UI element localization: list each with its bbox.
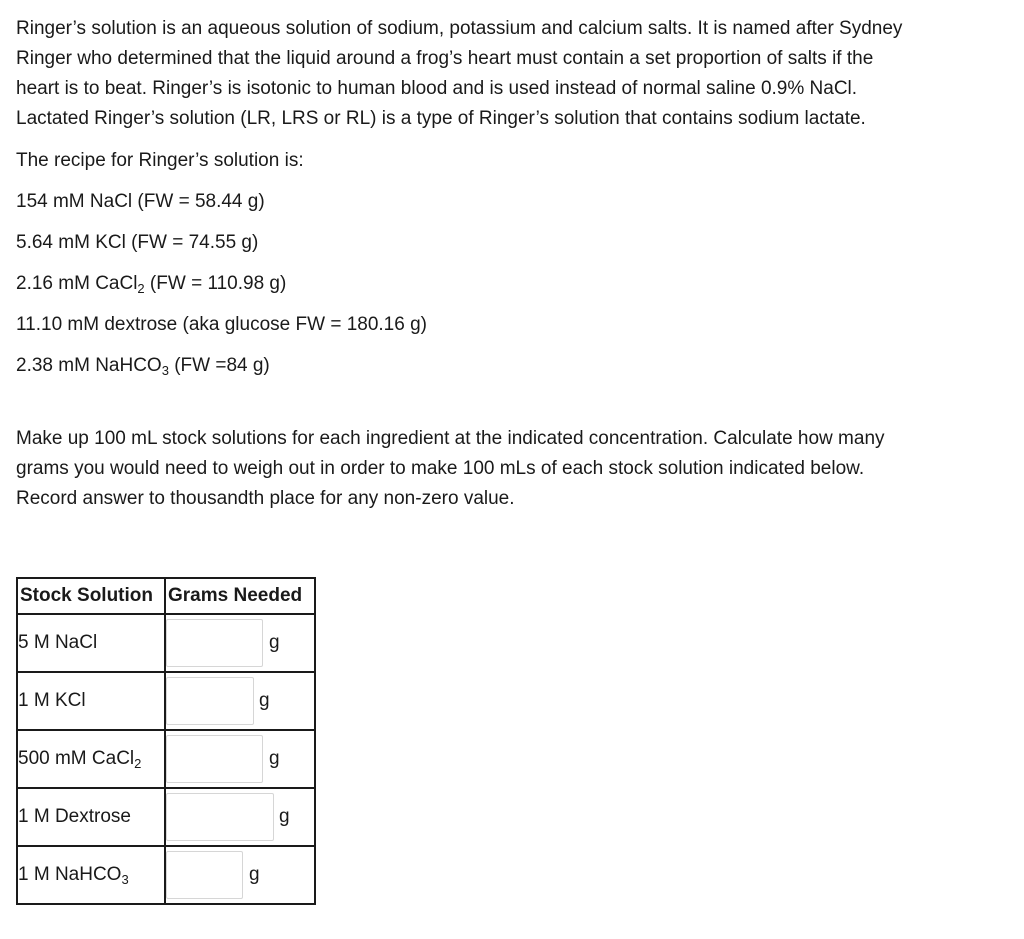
answer-cell [165, 614, 315, 672]
instructions-line: grams you would need to weigh out in order to make 100 mLs of each stock solution indicated below. [16, 458, 865, 479]
stock-name: 1 M Dextrose [18, 806, 131, 827]
recipe-item-text: 2.16 mM CaCl [16, 273, 138, 294]
instructions-line: Make up 100 mL stock solutions for each ingredient at the indicated concentration. Calculate how many [16, 428, 885, 449]
stock-name-cell [17, 730, 165, 788]
answer-cell [165, 788, 315, 846]
unit-label: g [269, 748, 280, 769]
recipe-item-cacl2 [16, 272, 286, 296]
instructions-paragraph [16, 424, 1006, 514]
subscript: 2 [134, 756, 142, 771]
table-row [17, 672, 315, 730]
header-grams-needed: Grams Needed [165, 578, 315, 614]
intro-line: Ringer’s solution is an aqueous solution of sodium, potassium and calcium salts. It is named after Sydney [16, 18, 903, 39]
recipe-item-dextrose: 11.10 mM dextrose (aka glucose FW = 180.16 g) [16, 314, 427, 335]
recipe-title: The recipe for Ringer’s solution is: [16, 150, 304, 171]
intro-paragraph [16, 14, 1006, 134]
subscript: 2 [137, 281, 145, 296]
answer-cell [165, 846, 315, 904]
unit-label: g [249, 864, 260, 885]
dextrose-grams-input[interactable] [166, 793, 274, 841]
recipe-item-text: 2.38 mM NaHCO [16, 355, 162, 376]
header-stock-solution: Stock Solution [17, 578, 165, 614]
answer-cell [165, 730, 315, 788]
stock-name: 500 mM CaCl [18, 748, 135, 769]
intro-line: Ringer who determined that the liquid around a frog’s heart must contain a set proportion of salts if the [16, 48, 874, 69]
recipe-item-kcl: 5.64 mM KCl (FW = 74.55 g) [16, 232, 259, 253]
answer-cell [165, 672, 315, 730]
stock-name-cell [17, 788, 165, 846]
recipe-item-text: (FW =84 g) [168, 355, 270, 376]
table-row [17, 614, 315, 672]
table-row [17, 788, 315, 846]
kcl-grams-input[interactable] [166, 677, 254, 725]
recipe-item-nahco3 [16, 354, 270, 378]
nahco3-grams-input[interactable] [166, 851, 243, 899]
stock-solution-table [16, 577, 316, 905]
subscript: 3 [161, 363, 169, 378]
unit-label: g [279, 806, 290, 827]
table-header-row [17, 578, 315, 614]
intro-line: Lactated Ringer’s solution (LR, LRS or RL) is a type of Ringer’s solution that contains sodium lactate. [16, 108, 866, 129]
stock-name: 1 M KCl [18, 690, 86, 711]
unit-label: g [259, 690, 270, 711]
cacl2-grams-input[interactable] [166, 735, 263, 783]
nacl-grams-input[interactable] [166, 619, 263, 667]
stock-name-cell [17, 614, 165, 672]
recipe-item-text: (FW = 110.98 g) [144, 273, 287, 294]
stock-name: 5 M NaCl [18, 632, 98, 653]
question-content [16, 14, 1006, 509]
intro-line: heart is to beat. Ringer’s is isotonic to human blood and is used instead of normal saline 0.9% NaCl. [16, 78, 858, 99]
stock-name: 1 M NaHCO [18, 864, 122, 885]
stock-name-cell [17, 672, 165, 730]
stock-name-cell [17, 846, 165, 904]
unit-label: g [269, 632, 280, 653]
table-row [17, 730, 315, 788]
recipe-item-nacl: 154 mM NaCl (FW = 58.44 g) [16, 191, 265, 212]
instructions-line: Record answer to thousandth place for any non-zero value. [16, 488, 515, 509]
subscript: 3 [121, 872, 129, 887]
table-row [17, 846, 315, 904]
